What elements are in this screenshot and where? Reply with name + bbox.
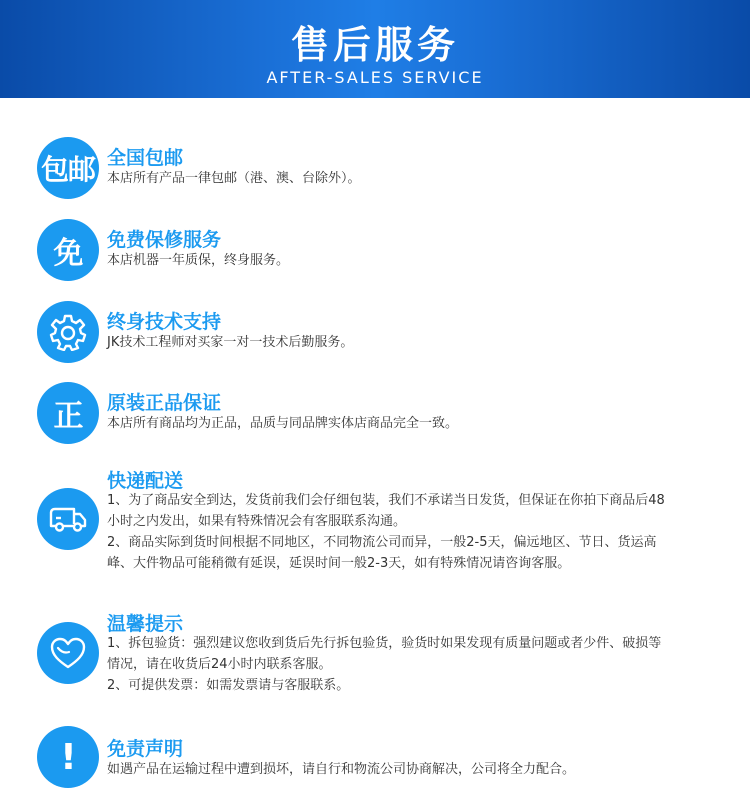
- genuine-icon-text: 正: [53, 399, 83, 434]
- free-shipping-icon: [37, 137, 99, 199]
- service-title: 原装正品保证: [107, 392, 222, 414]
- exclamation-icon-text: !: [60, 736, 76, 778]
- description-line: 本店机器一年质保，终身服务。: [107, 253, 290, 268]
- service-title: 快递配送: [107, 470, 184, 492]
- header-banner: [0, 0, 750, 98]
- heart-icon: [37, 622, 99, 684]
- service-title: 免费保修服务: [107, 229, 222, 251]
- service-description: [107, 759, 727, 780]
- service-description: [107, 332, 727, 353]
- service-title: 免责声明: [107, 738, 184, 760]
- free-shipping-icon-text: 包邮: [40, 153, 95, 186]
- service-description: [107, 250, 727, 271]
- description-line: 本店所有商品均为正品，品质与同品牌实体店商品完全一致。: [107, 416, 459, 431]
- warranty-icon: [37, 219, 99, 281]
- service-title: 温馨提示: [107, 613, 184, 635]
- description-line: 小时之内发出，如果有特殊情况会有客服联系沟通。: [107, 514, 407, 529]
- delivery-truck-icon: [37, 488, 99, 550]
- description-line: 本店所有产品一律包邮（港、澳、台除外）。: [107, 171, 361, 186]
- page-subtitle: AFTER-SALES SERVICE: [266, 68, 484, 87]
- service-title: 终身技术支持: [107, 311, 222, 333]
- warranty-icon-text: 免: [53, 236, 83, 271]
- genuine-icon: [37, 382, 99, 444]
- service-description: [107, 413, 727, 434]
- description-line: 2、可提供发票：如需发票请与客服联系。: [107, 678, 350, 693]
- service-title: 全国包邮: [107, 147, 184, 169]
- page-title: 售后服务: [290, 23, 459, 67]
- description-line: JK技术工程师对买家一对一技术后勤服务。: [107, 335, 354, 350]
- description-line: 2、商品实际到货时间根据不同地区，不同物流公司而异，一般2-5天，偏远地区、节日、货运高: [107, 535, 657, 550]
- description-line: 峰、大件物品可能稍微有延误，延误时间一般2-3天，如有特殊情况请咨询客服。: [107, 556, 571, 571]
- description-line: 1、拆包验货：强烈建议您收到货后先行拆包验货，验货时如果发现有质量问题或者少件、破损等: [107, 636, 662, 651]
- gear-icon: [37, 301, 99, 363]
- service-description: [107, 633, 727, 696]
- description-line: 情况，请在收货后24小时内联系客服。: [107, 657, 332, 672]
- description-line: 如遇产品在运输过程中遭到损坏，请自行和物流公司协商解决，公司将全力配合。: [107, 762, 576, 777]
- service-description: [107, 168, 727, 189]
- description-line: 1、为了商品安全到达，发货前我们会仔细包装，我们不承诺当日发货，但保证在你拍下商品后48: [107, 493, 665, 508]
- exclamation-icon: [37, 726, 99, 788]
- service-description: [107, 490, 727, 574]
